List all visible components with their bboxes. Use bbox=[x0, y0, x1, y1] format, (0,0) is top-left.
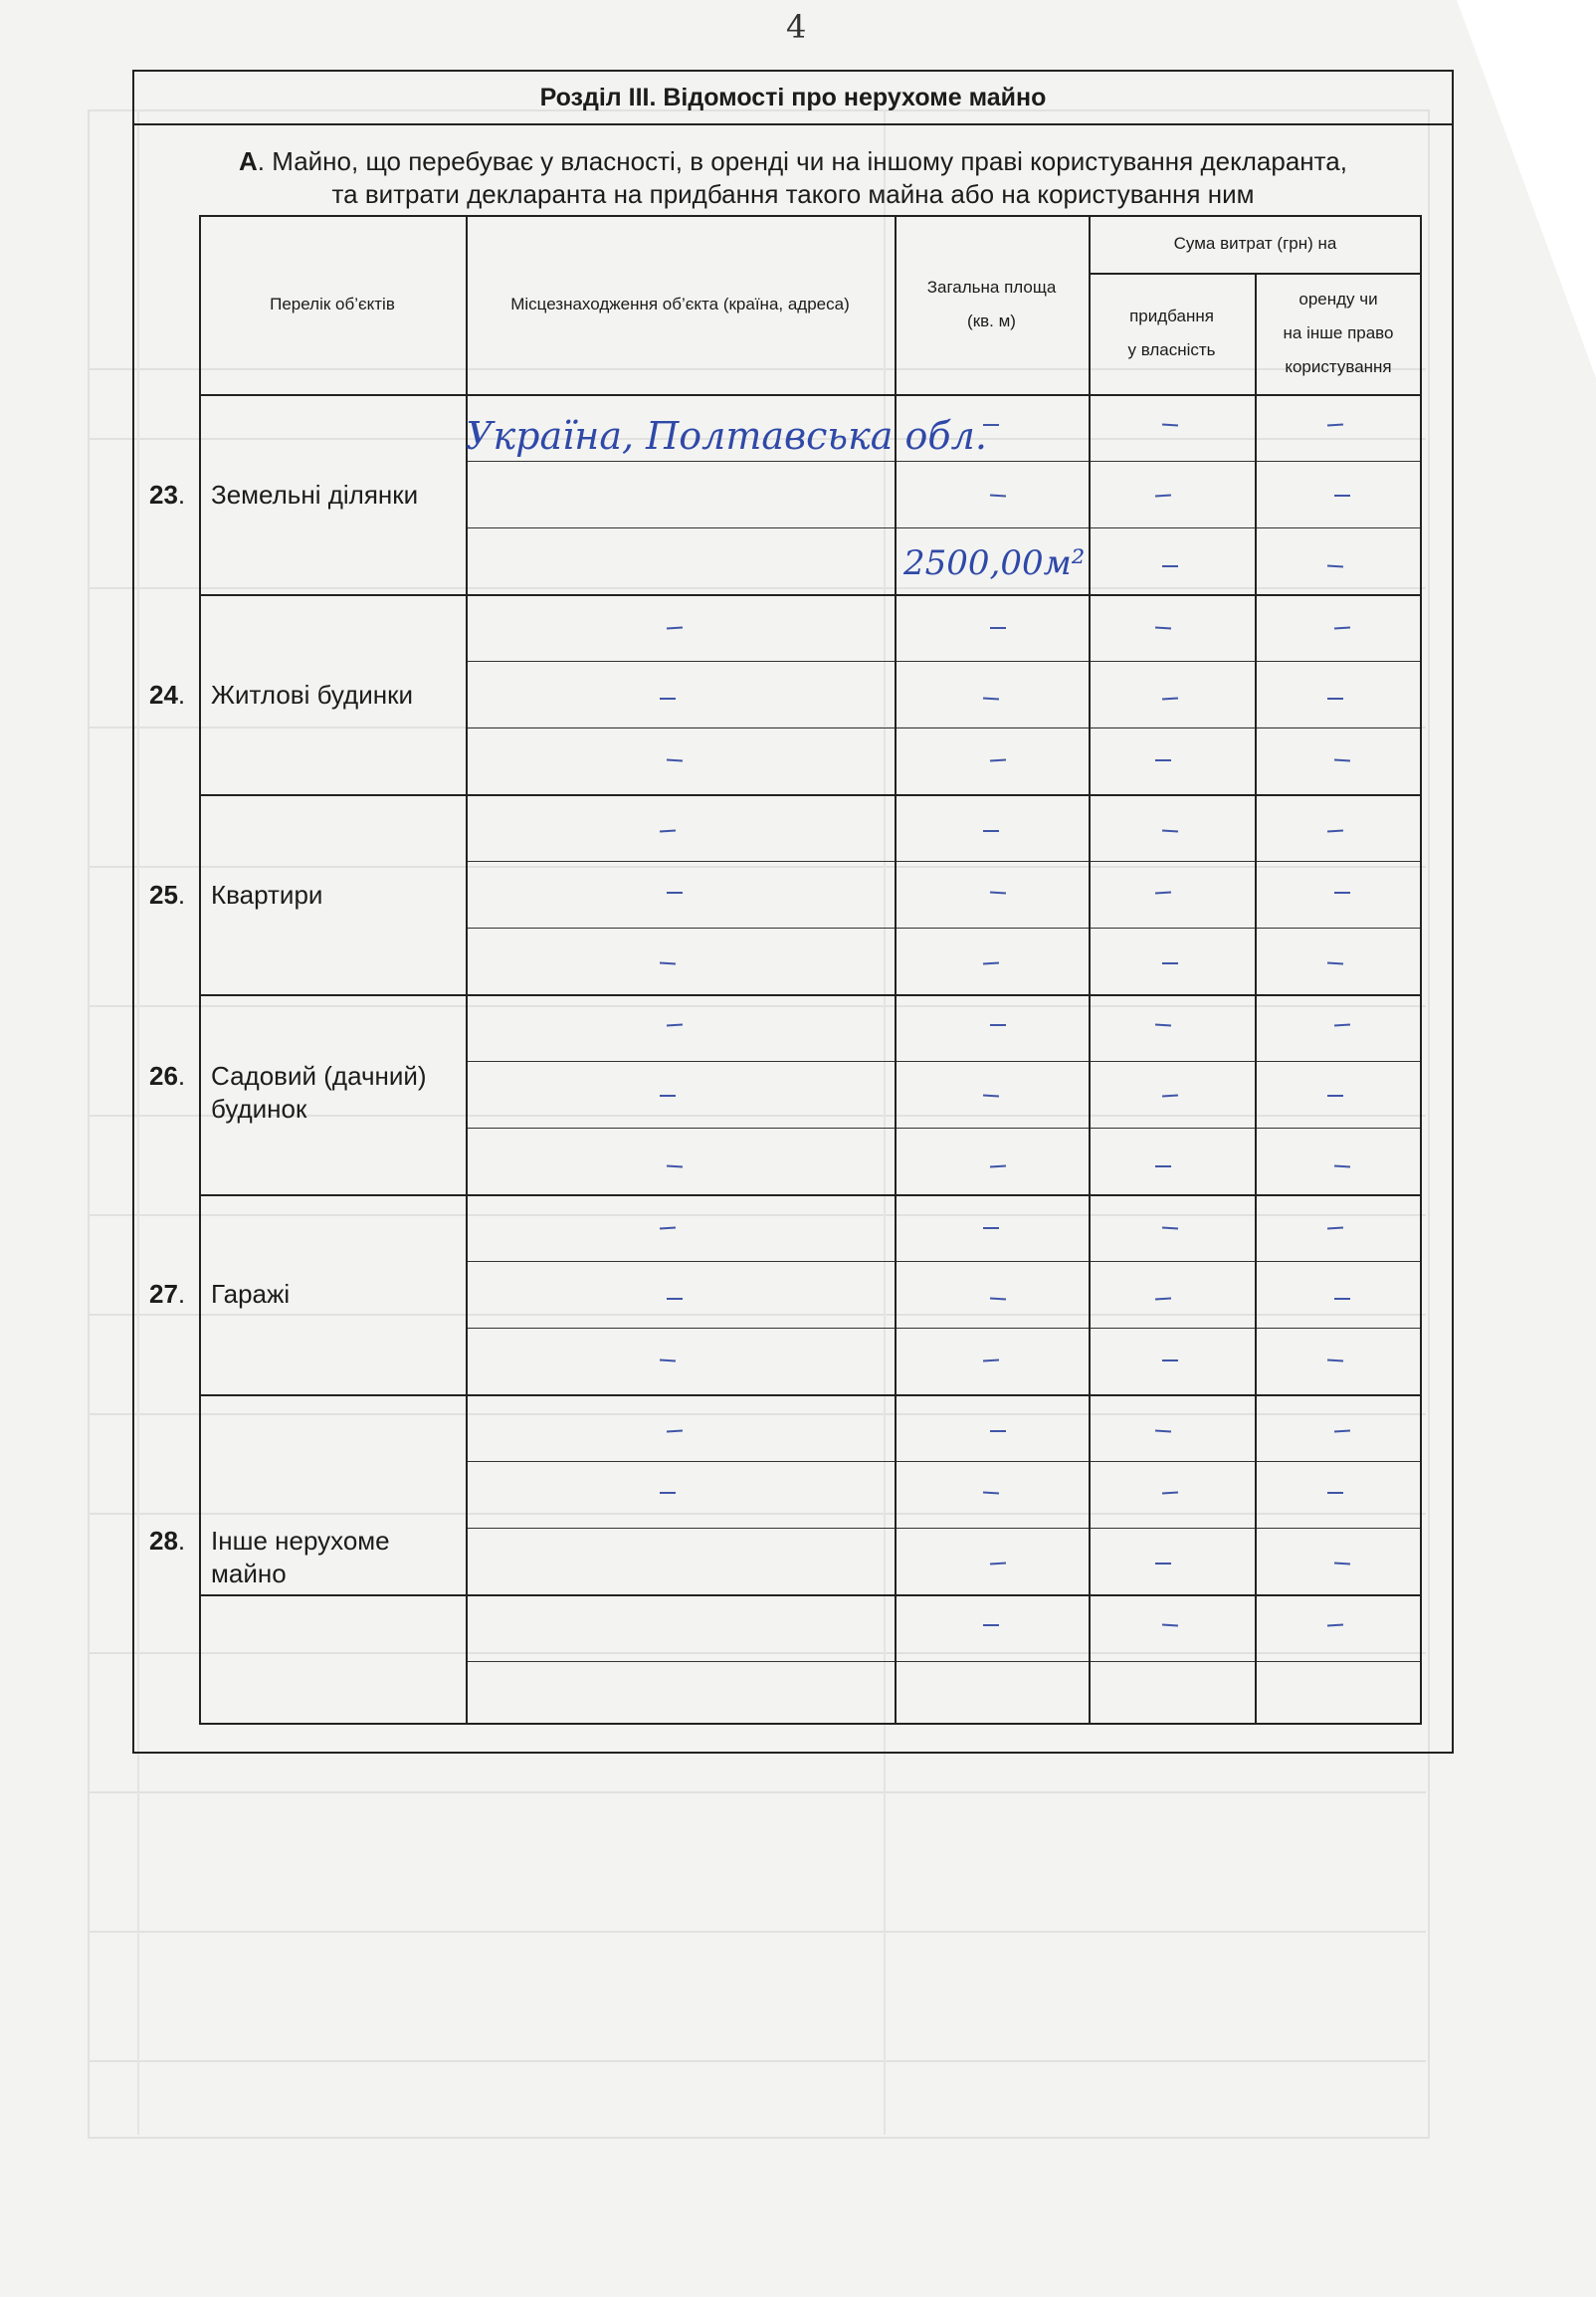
header-purchase-line-1: придбання bbox=[1129, 307, 1214, 325]
page-number: 4 bbox=[786, 8, 807, 46]
dash-mark bbox=[667, 626, 683, 629]
dash-mark bbox=[660, 961, 676, 964]
group-rule bbox=[199, 794, 1422, 796]
row-rule bbox=[466, 1461, 1422, 1462]
row-number: 24. bbox=[149, 680, 186, 710]
row-label-garden-house bbox=[149, 1060, 427, 1126]
subtitle-letter: А bbox=[239, 146, 258, 176]
header-bottom-rule bbox=[199, 394, 1422, 396]
dash-mark bbox=[1162, 565, 1178, 567]
dash-mark bbox=[667, 1023, 683, 1026]
row-title-line-1: Квартири bbox=[211, 880, 323, 910]
dash-mark bbox=[1155, 1297, 1171, 1300]
row-rule bbox=[466, 1128, 1422, 1129]
dash-mark bbox=[1327, 1095, 1343, 1097]
dash-mark bbox=[990, 891, 1006, 894]
dash-mark bbox=[1327, 1492, 1343, 1494]
dash-mark bbox=[1155, 1563, 1171, 1565]
header-area-line-2: (кв. м) bbox=[967, 312, 1016, 330]
dash-mark bbox=[667, 1429, 683, 1432]
subtitle-text-1: . Майно, що перебуває у власності, в оренді чи на іншому праві користування декларанта, bbox=[257, 146, 1347, 176]
dash-mark bbox=[1155, 494, 1171, 497]
group-rule bbox=[199, 1594, 1422, 1596]
row-number-value: 24 bbox=[149, 680, 178, 710]
row-title-line-1: Гаражі bbox=[211, 1279, 291, 1309]
handwritten-location: Україна, Полтавська обл. bbox=[466, 414, 987, 458]
handwritten-area: 2500,00м² bbox=[903, 543, 1086, 583]
header-area bbox=[895, 215, 1089, 394]
group-rule bbox=[199, 594, 1422, 596]
dash-mark bbox=[1334, 892, 1350, 894]
header-purchase-line-2: у власність bbox=[1127, 340, 1216, 359]
group-rule bbox=[199, 1194, 1422, 1196]
dash-mark bbox=[990, 1430, 1006, 1432]
dash-mark bbox=[1327, 829, 1343, 832]
row-rule bbox=[466, 928, 1422, 929]
col-rule bbox=[1420, 215, 1422, 1725]
header-location: Місцезнаходження об’єкта (країна, адреса) bbox=[510, 295, 850, 313]
row-label-other-property bbox=[149, 1525, 390, 1590]
dash-mark bbox=[1327, 564, 1343, 567]
dash-mark bbox=[1162, 697, 1178, 700]
dash-mark bbox=[983, 424, 999, 426]
dash-mark bbox=[1327, 1226, 1343, 1229]
row-title bbox=[211, 1278, 290, 1311]
subtitle-line-1 bbox=[134, 145, 1452, 178]
dash-mark bbox=[1334, 1298, 1350, 1300]
row-title-line-2: майно bbox=[211, 1559, 287, 1588]
dash-mark bbox=[983, 961, 999, 964]
row-number-value: 26 bbox=[149, 1061, 178, 1091]
row-rule bbox=[466, 1528, 1422, 1529]
row-number: 25. bbox=[149, 880, 186, 910]
dash-mark bbox=[1162, 962, 1178, 964]
dash-mark bbox=[660, 1492, 676, 1494]
row-rule bbox=[466, 661, 1422, 662]
header-rent bbox=[1255, 273, 1422, 394]
dash-mark bbox=[1162, 1359, 1178, 1361]
row-rule bbox=[466, 1328, 1422, 1329]
dash-mark bbox=[1334, 495, 1350, 497]
col-rule bbox=[1089, 215, 1091, 1725]
header-rent-line-2: на інше право bbox=[1283, 323, 1394, 342]
group-rule bbox=[199, 1394, 1422, 1396]
dash-mark bbox=[983, 697, 999, 700]
header-area-line-1: Загальна площа bbox=[926, 278, 1057, 297]
dash-mark bbox=[1334, 1164, 1350, 1167]
row-label-apartments bbox=[149, 879, 322, 912]
dash-mark bbox=[1162, 1094, 1178, 1097]
col-rule bbox=[1255, 273, 1257, 1725]
header-rent-line-3: користування bbox=[1285, 357, 1392, 376]
dash-mark bbox=[990, 1297, 1006, 1300]
dash-mark bbox=[1155, 1429, 1171, 1432]
row-number: 28. bbox=[149, 1526, 186, 1556]
dash-mark bbox=[1155, 1165, 1171, 1167]
dash-mark bbox=[990, 627, 1006, 629]
row-title bbox=[211, 879, 322, 912]
row-rule bbox=[466, 728, 1422, 729]
header-objects: Перелік об’єктів bbox=[270, 295, 395, 313]
row-number-value: 23 bbox=[149, 480, 178, 510]
dash-mark bbox=[660, 829, 676, 832]
row-rule bbox=[466, 1061, 1422, 1062]
dash-mark bbox=[1155, 1023, 1171, 1026]
dash-mark bbox=[990, 758, 1006, 761]
table-bottom-rule bbox=[199, 1723, 1422, 1725]
row-number-value: 27 bbox=[149, 1279, 178, 1309]
subtitle-line-2: та витрати декларанта на придбання такого майна або на користування ним bbox=[331, 179, 1255, 209]
col-rule bbox=[199, 215, 201, 1725]
row-number: 26. bbox=[149, 1061, 186, 1091]
row-number-value: 28 bbox=[149, 1526, 178, 1556]
dash-mark bbox=[660, 698, 676, 700]
row-label-houses bbox=[149, 679, 413, 712]
property-table bbox=[149, 215, 1422, 1723]
dash-mark bbox=[990, 1164, 1006, 1167]
row-rule bbox=[466, 1661, 1422, 1662]
row-title-line-1: Інше нерухоме bbox=[211, 1526, 390, 1556]
row-number: 23. bbox=[149, 480, 186, 510]
row-rule bbox=[466, 1261, 1422, 1262]
dash-mark bbox=[660, 1358, 676, 1361]
dash-mark bbox=[1334, 1429, 1350, 1432]
dash-mark bbox=[1334, 758, 1350, 761]
dash-mark bbox=[667, 758, 683, 761]
row-title bbox=[211, 1525, 390, 1590]
dash-mark bbox=[1334, 626, 1350, 629]
row-title-line-1: Садовий (дачний) bbox=[211, 1061, 427, 1091]
row-title-line-2: будинок bbox=[211, 1094, 307, 1124]
dash-mark bbox=[990, 494, 1006, 497]
dash-mark bbox=[1327, 1358, 1343, 1361]
row-title bbox=[211, 1060, 427, 1126]
dash-mark bbox=[983, 1094, 999, 1097]
dash-mark bbox=[667, 892, 683, 894]
header-purchase bbox=[1089, 273, 1255, 394]
page-corner bbox=[1457, 0, 1596, 378]
dash-mark bbox=[660, 1226, 676, 1229]
row-title-line-1: Житлові будинки bbox=[211, 680, 414, 710]
dash-mark bbox=[667, 1164, 683, 1167]
dash-mark bbox=[1327, 1623, 1343, 1626]
header-expenses: Сума витрат (грн) на bbox=[1173, 234, 1337, 253]
dash-mark bbox=[1155, 759, 1171, 761]
dash-mark bbox=[1334, 1023, 1350, 1026]
dash-mark bbox=[1162, 1226, 1178, 1229]
dash-mark bbox=[1327, 698, 1343, 700]
dash-mark bbox=[1327, 961, 1343, 964]
row-rule bbox=[466, 527, 1422, 528]
dash-mark bbox=[983, 1227, 999, 1229]
row-number-value: 25 bbox=[149, 880, 178, 910]
dash-mark bbox=[1327, 423, 1343, 426]
row-number: 27. bbox=[149, 1279, 186, 1309]
dash-mark bbox=[1162, 1491, 1178, 1494]
section-subtitle bbox=[134, 145, 1452, 211]
dash-mark bbox=[1155, 626, 1171, 629]
dash-mark bbox=[983, 1358, 999, 1361]
row-rule bbox=[466, 461, 1422, 462]
row-label-garages bbox=[149, 1278, 290, 1311]
row-rule bbox=[466, 861, 1422, 862]
row-label-land bbox=[149, 479, 418, 512]
row-title bbox=[211, 479, 418, 512]
dash-mark bbox=[667, 1298, 683, 1300]
group-rule bbox=[199, 994, 1422, 996]
dash-mark bbox=[983, 830, 999, 832]
dash-mark bbox=[990, 1024, 1006, 1026]
dash-mark bbox=[1162, 1623, 1178, 1626]
dash-mark bbox=[983, 1491, 999, 1494]
row-title bbox=[211, 679, 413, 712]
dash-mark bbox=[1162, 423, 1178, 426]
section-title: Розділ ІІІ. Відомості про нерухоме майно bbox=[134, 72, 1452, 125]
dash-mark bbox=[1162, 829, 1178, 832]
dash-mark bbox=[990, 1562, 1006, 1565]
dash-mark bbox=[660, 1095, 676, 1097]
dash-mark bbox=[983, 1624, 999, 1626]
row-title-line-1: Земельні ділянки bbox=[211, 480, 419, 510]
header-rent-line-1: оренду чи bbox=[1298, 290, 1378, 309]
dash-mark bbox=[1155, 891, 1171, 894]
dash-mark bbox=[1334, 1562, 1350, 1565]
